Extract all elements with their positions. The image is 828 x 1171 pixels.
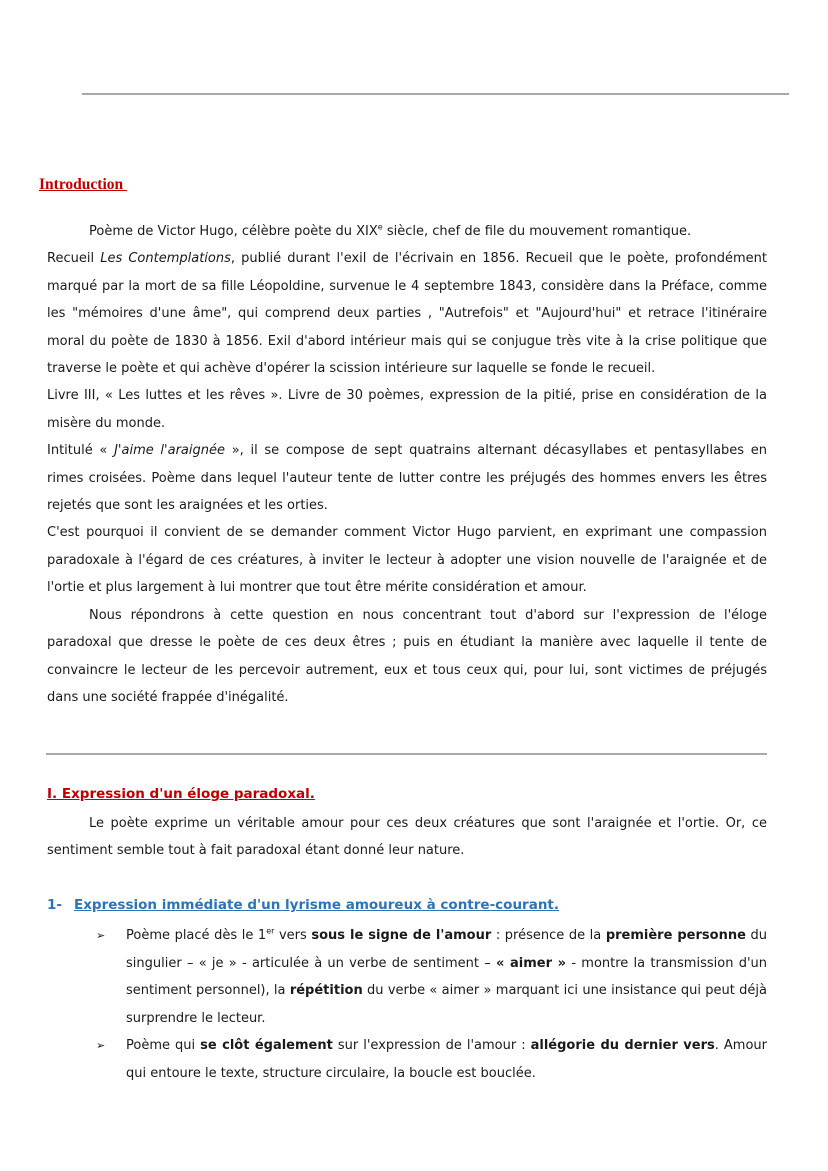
section-divider bbox=[46, 753, 767, 755]
arrow-bullet-icon: ➢ bbox=[96, 1039, 106, 1053]
intro-paragraph-4: Intitulé « J'aime l'araignée », il se compose de sept quatrains alternant décasyllabes et pentasyllabes en rimes croisées. Poème dans lequel l'auteur tente de lutter contre les préjugés des hommes envers les êtres rejetés que sont les araignées et les orties. bbox=[47, 443, 767, 514]
section-1-body bbox=[47, 810, 767, 865]
section-1-heading: I. Expression d'un éloge paradoxal. bbox=[47, 786, 315, 802]
subsection-number: 1- bbox=[47, 897, 62, 913]
intro-paragraph-2: Recueil Les Contemplations, publié durant l'exil de l'écrivain en 1856. Recueil que le poète, profondément marqué par la mort de sa fille Léopoldine, survenue le 4 septembre 1843, considère dans la Préface, comme les "mémoires d'une âme", qui comprend deux parties , "Autrefois" et "Aujourd'hui" et retrace l'itinéraire moral du poète de 1830 à 1856. Exil d'abord intérieur mais qui se conjugue très vite à la crise politique que traverse le poète et qui achève d'opérer la scission intérieure sur laquelle se fonde le recueil. bbox=[47, 251, 767, 377]
list-item: ➢ Poème qui se clôt également sur l'expression de l'amour : allégorie du dernier vers. Amour qui entoure le texte, structure circulaire, la boucle est bouclée. bbox=[94, 1032, 767, 1087]
subsection-1-heading bbox=[47, 897, 559, 913]
section-1-paragraph: Le poète exprime un véritable amour pour ces deux créatures que sont l'araignée et l'ortie. Or, ce sentiment semble tout à fait paradoxal étant donné leur nature. bbox=[47, 816, 767, 859]
header-rule bbox=[82, 93, 789, 95]
introduction-body bbox=[47, 218, 767, 711]
bullet-list bbox=[94, 922, 767, 1088]
intro-paragraph-5: C'est pourquoi il convient de se demander comment Victor Hugo parvient, en exprimant une compassion paradoxale à l'égard de ces créatures, à inviter le lecteur à adopter une vision nouvelle de l'araignée et de l'ortie et plus largement à lui montrer que tout être mérite considération et amour. bbox=[47, 525, 767, 596]
intro-paragraph-6: Nous répondrons à cette question en nous concentrant tout d'abord sur l'expression de l'éloge paradoxal que dresse le poète de ces deux êtres ; puis en étudiant la manière avec laquelle il tente de convaincre le lecteur de les percevoir autrement, eux et tous ceux qui, pour lui, sont victimes de préjugés dans une société frappée d'inégalité. bbox=[47, 607, 767, 705]
arrow-bullet-icon: ➢ bbox=[96, 929, 106, 942]
list-item: ➢ Poème placé dès le 1er vers sous le signe de l'amour : présence de la première personne du singulier – « je » - articulée à un verbe de sentiment – « aimer » - montre la transmission d'un sentiment personnel), la répétition du verbe « aimer » marquant ici une insistance qui peut déjà surprendre le lecteur. bbox=[94, 922, 767, 1032]
intro-paragraph-3: Livre III, « Les luttes et les rêves ». Livre de 30 poèmes, expression de la pitié, prise en considération de la misère du monde. bbox=[47, 388, 767, 431]
subsection-title: Expression immédiate d'un lyrisme amoureux à contre-courant. bbox=[74, 897, 560, 913]
introduction-heading: Introduction bbox=[39, 176, 124, 193]
intro-paragraph-1: Poème de Victor Hugo, célèbre poète du XIXe siècle, chef de file du mouvement romantique. bbox=[89, 222, 692, 239]
